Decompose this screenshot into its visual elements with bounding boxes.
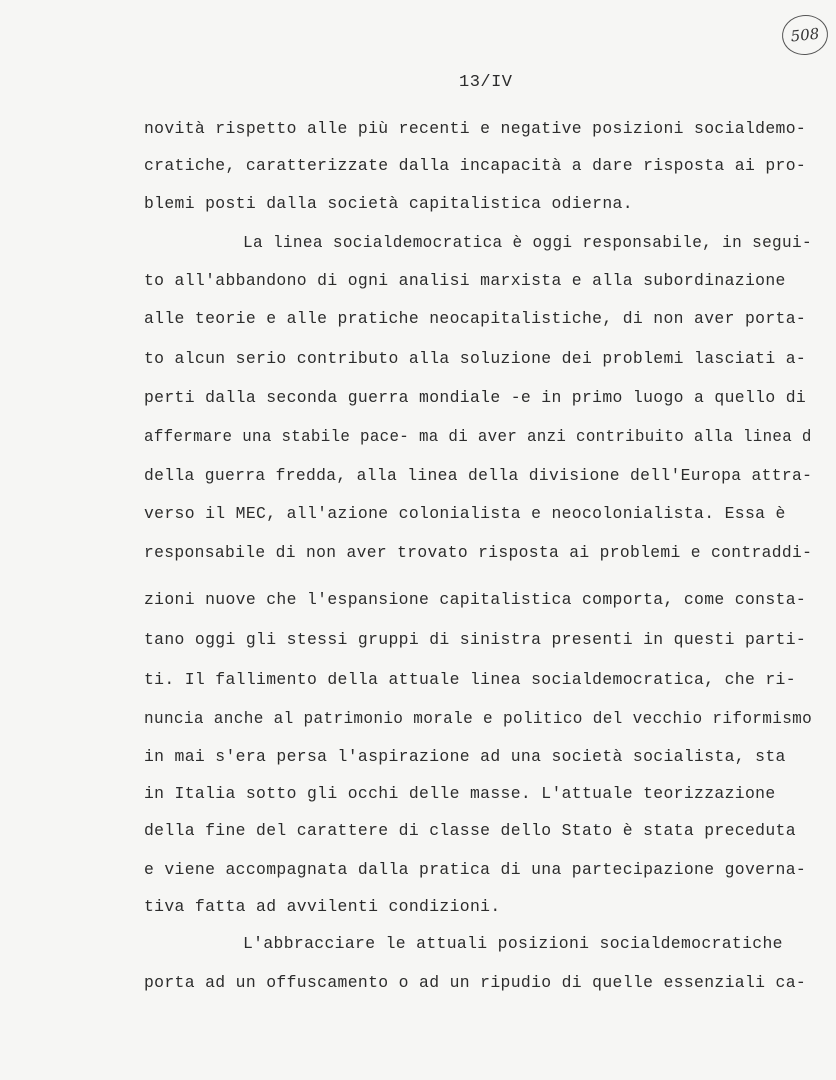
text-line: blemi posti dalla società capitalistica odierna. — [144, 194, 633, 213]
text-line: in Italia sotto gli occhi delle masse. L'attuale teorizzazione — [144, 784, 776, 803]
text-line: perti dalla seconda guerra mondiale -e in primo luogo a quello di — [144, 388, 807, 407]
text-line: porta ad un offuscamento o ad un ripudio di quelle essenziali ca- — [144, 973, 807, 992]
text-line: zioni nuove che l'espansione capitalistica comporta, come consta- — [144, 590, 807, 609]
text-line: nuncia anche al patrimonio morale e politico del vecchio riformismo — [144, 709, 813, 728]
text-line: to all'abbandono di ogni analisi marxista e alla subordinazione — [144, 271, 786, 290]
text-line: to alcun serio contributo alla soluzione dei problemi lasciati a- — [144, 349, 807, 368]
text-line: della fine del carattere di classe dello Stato è stata preceduta — [144, 821, 796, 840]
text-line: alle teorie e alle pratiche neocapitalistiche, di non aver porta- — [144, 309, 807, 328]
page-stamp: 508 — [780, 13, 830, 58]
paragraph-start-line: La linea socialdemocratica è oggi responsabile, in segui- — [243, 233, 812, 252]
text-line: cratiche, caratterizzate dalla incapacità a dare risposta ai pro- — [144, 156, 807, 175]
text-line: tiva fatta ad avvilenti condizioni. — [144, 897, 501, 916]
text-line: della guerra fredda, alla linea della divisione dell'Europa attra- — [144, 466, 813, 485]
text-line: in mai s'era persa l'aspirazione ad una società socialista, sta — [144, 747, 786, 766]
text-line: ti. Il fallimento della attuale linea socialdemocratica, che ri- — [144, 670, 796, 689]
text-line: responsabile di non aver trovato risposta ai problemi e contraddi- — [144, 543, 813, 562]
text-line: verso il MEC, all'azione colonialista e neocolonialista. Essa è — [144, 504, 786, 523]
text-line: novità rispetto alle più recenti e negative posizioni socialdemo- — [144, 119, 807, 138]
paragraph-start-line: L'abbracciare le attuali posizioni socialdemocratiche — [243, 934, 783, 953]
text-line: e viene accompagnata dalla pratica di una partecipazione governa- — [144, 860, 807, 879]
text-line: tano oggi gli stessi gruppi di sinistra presenti in questi parti- — [144, 630, 807, 649]
text-line: affermare una stabile pace- ma di aver anzi contribuito alla linea d — [144, 427, 812, 446]
page-number: 13/IV — [459, 73, 513, 92]
